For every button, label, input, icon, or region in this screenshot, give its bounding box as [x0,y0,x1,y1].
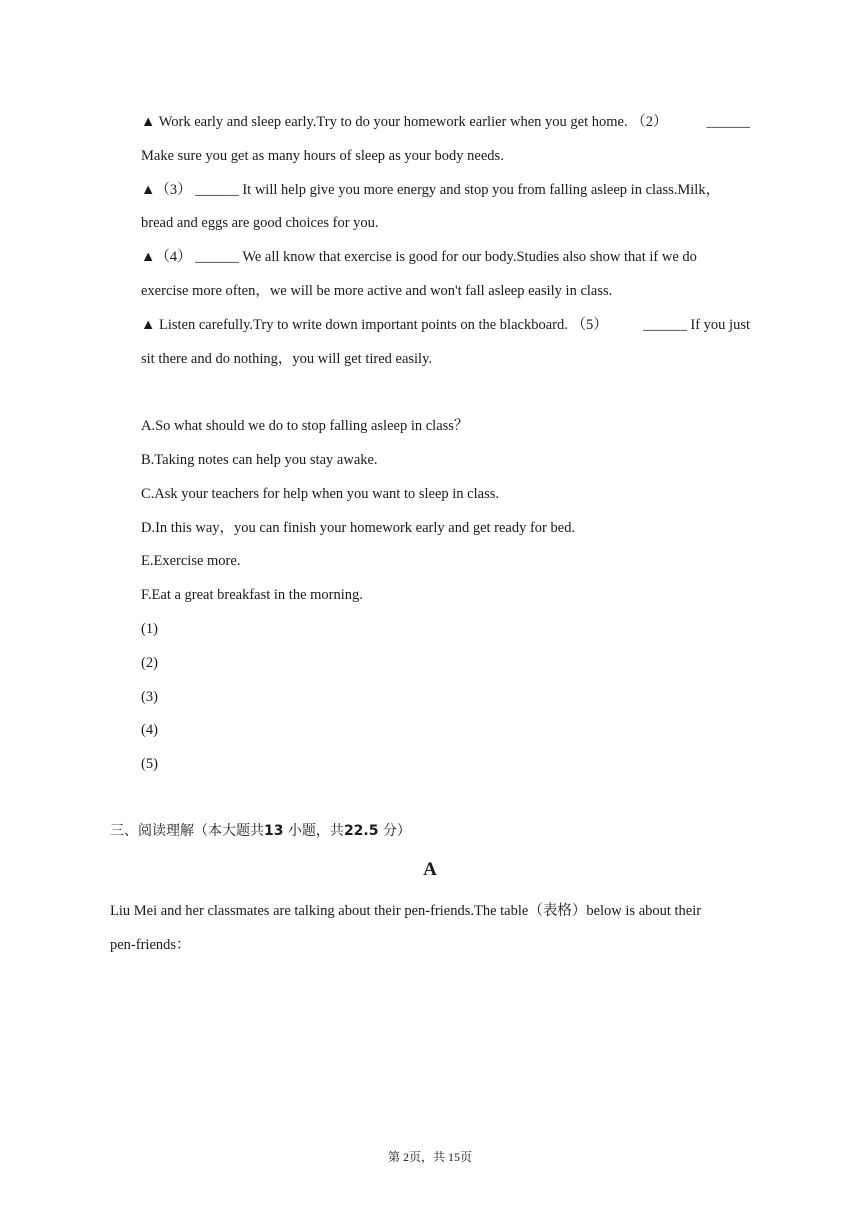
answer-slot-2: (2) [141,655,158,671]
passage-line-5: ▲（4） ______ We all know that exercise is good for our body.Studies also show that if we do [141,249,697,265]
passage-line-1: ▲ Work early and sleep early.Try to do your homework earlier when you get home. （2） ______ [141,114,750,130]
option-c: C.Ask your teachers for help when you want to sleep in class. [141,486,499,502]
option-a: A.So what should we do to stop falling asleep in class？ [141,418,469,434]
answer-slot-4: (4) [141,722,158,738]
option-b: B.Taking notes can help you stay awake. [141,452,378,468]
answer-slot-3: (3) [141,689,158,705]
article-heading: A [423,859,437,880]
passage-line-4: bread and eggs are good choices for you. [141,215,379,231]
passage-line-8: sit there and do nothing，you will get tired easily. [141,351,433,367]
passage-line-2: Make sure you get as many hours of sleep as your body needs. [141,148,504,164]
passage-line-6: exercise more often，we will be more active and won't fall asleep easily in class. [141,283,613,299]
article-line-1: Liu Mei and her classmates are talking about their pen-friends.The table（表格）below is about their [110,903,702,919]
section-heading: 三、阅读理解（本大题共13 小题，共22.5 分） [110,823,411,839]
page-footer: 第 2页，共 15页 [387,1150,472,1164]
option-d: D.In this way，you can finish your homework early and get ready for bed. [141,520,576,536]
answer-slot-1: (1) [141,621,158,637]
article-line-2: pen-friends： [110,937,191,953]
passage-line-3: ▲（3） ______ It will help give you more energy and stop you from falling asleep in class.Milk， [141,182,721,198]
answer-slot-5: (5) [141,756,158,772]
passage-line-7: ▲ Listen carefully.Try to write down important points on the blackboard. （5） ______ If you just [141,317,750,333]
option-f: F.Eat a great breakfast in the morning. [141,587,363,603]
option-e: E.Exercise more. [141,553,241,569]
